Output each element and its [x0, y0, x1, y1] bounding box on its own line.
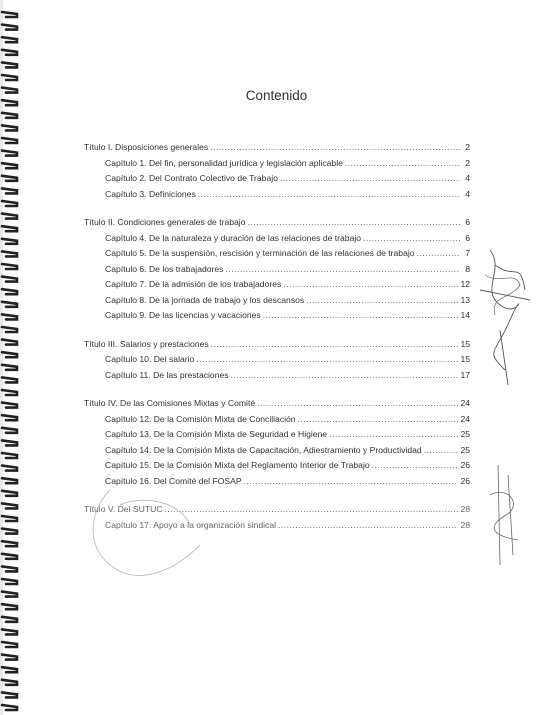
dot-leader	[247, 215, 460, 231]
toc-section	[84, 502, 470, 533]
toc-chapter-label: Capítulo 3. Definiciones	[105, 188, 196, 199]
spiral-coil	[2, 428, 17, 433]
toc-chapter-row	[84, 262, 470, 278]
spiral-coil	[2, 226, 17, 231]
dot-leader	[263, 308, 459, 324]
dot-leader	[424, 443, 459, 459]
toc-chapter-label: Capítulo 1. Del fin, personalidad jurídica y legislación aplicable	[105, 157, 343, 168]
toc-section	[84, 396, 470, 489]
spiral-binding	[0, 0, 22, 715]
dot-leader	[372, 458, 459, 474]
spiral-coil	[2, 478, 17, 483]
spiral-coil	[2, 592, 17, 597]
spiral-coil	[2, 655, 17, 660]
spiral-coil	[2, 629, 17, 634]
spiral-coil	[2, 352, 17, 357]
toc-title-label: Título I. Disposiciones generales	[84, 142, 209, 152]
toc-chapter-label: Capítulo 4. De la naturaleza y duración de las relaciones de trabajo	[105, 232, 362, 243]
toc-section	[84, 337, 470, 384]
toc-page-number: 26	[460, 460, 470, 470]
toc-page-number: 13	[460, 294, 470, 305]
toc-chapter-row	[84, 458, 470, 474]
toc-page-number: 25	[460, 444, 470, 455]
signature-mark	[470, 230, 540, 390]
dot-leader	[231, 368, 459, 384]
dot-leader	[306, 293, 458, 309]
spiral-coil	[2, 25, 17, 30]
toc-chapter-label: Capítulo 17. Apoyo a la organización sindical	[105, 519, 277, 530]
spiral-coil	[2, 151, 17, 156]
table-of-contents	[84, 140, 470, 533]
dot-leader	[278, 518, 458, 534]
toc-chapter-row	[84, 246, 470, 262]
toc-title-label: Título V. Del SUTUC	[84, 504, 163, 514]
spiral-coil	[2, 327, 17, 332]
toc-title-label: Título II. Condiciones generales de trabajo	[84, 217, 246, 227]
spiral-coil	[2, 554, 17, 559]
spiral-coil	[2, 75, 17, 80]
spiral-coil	[2, 12, 17, 17]
spiral-coil	[2, 403, 17, 408]
toc-chapter-row	[84, 474, 470, 490]
toc-page-number: 15	[460, 338, 470, 349]
spiral-coil	[2, 440, 17, 445]
toc-chapter-label: Capítulo 6. De los trabajadores	[105, 263, 224, 274]
dot-leader	[283, 277, 458, 293]
toc-chapter-label: Capítulo 9. De las licencias y vacaciones	[105, 310, 261, 320]
toc-page-number: 14	[460, 310, 470, 320]
toc-chapter-row	[84, 187, 470, 203]
toc-chapter-row	[84, 427, 470, 443]
spiral-coil	[2, 201, 17, 206]
spiral-coil	[2, 529, 17, 534]
spiral-coil	[2, 692, 17, 697]
toc-chapter-row	[84, 412, 470, 428]
toc-page-number: 28	[460, 519, 470, 530]
spiral-coil	[2, 516, 17, 521]
spiral-coil	[2, 415, 17, 420]
spiral-coil	[2, 62, 17, 67]
spiral-coil	[2, 176, 17, 181]
toc-chapter-label: Capítulo 13. De la Comisión Mixta de Seguridad e Higiene	[105, 429, 328, 439]
spiral-coil	[2, 667, 17, 672]
spiral-coil	[2, 314, 17, 319]
toc-page-number: 2	[465, 157, 470, 168]
spiral-coil	[2, 289, 17, 294]
spiral-coil	[2, 365, 17, 370]
spiral-coil	[2, 453, 17, 458]
toc-chapter-label: Capítulo 2. Del Contrato Colectivo de Trabajo	[105, 173, 278, 183]
dot-leader	[164, 502, 458, 518]
dot-leader	[211, 337, 459, 353]
toc-chapter-row	[84, 277, 470, 293]
spiral-coil	[2, 188, 17, 193]
toc-title-label: Título III. Salarios y prestaciones	[84, 338, 209, 349]
toc-page-number: 28	[460, 504, 470, 514]
toc-section	[84, 215, 470, 324]
toc-section	[84, 140, 470, 202]
spiral-coil	[2, 214, 17, 219]
toc-page-number: 25	[460, 429, 470, 439]
spiral-coil	[2, 125, 17, 130]
spiral-coil	[2, 37, 17, 42]
toc-title-row	[84, 502, 470, 518]
spiral-coil	[2, 390, 17, 395]
toc-chapter-row	[84, 443, 470, 459]
toc-chapter-row	[84, 231, 470, 247]
toc-page-number: 15	[460, 354, 470, 364]
toc-chapter-label: Capítulo 7. De la admisión de los trabajadores	[105, 279, 282, 289]
toc-page-number: 4	[465, 173, 470, 183]
spiral-coil	[2, 503, 17, 508]
page-title: Contenido	[245, 88, 308, 103]
spiral-coil	[2, 138, 17, 143]
spiral-coil	[2, 113, 17, 118]
spiral-coil	[2, 579, 17, 584]
toc-chapter-row	[84, 518, 470, 534]
toc-chapter-label: Capítulo 14. De la Comisión Mixta de Capacitación, Adiestramiento y Productividad	[105, 444, 422, 455]
toc-page-number: 2	[465, 142, 470, 152]
toc-chapter-label: Capítulo 5. De la suspensión, rescisión y terminación de las relaciones de trabajo	[105, 248, 415, 258]
dot-leader	[210, 140, 460, 156]
dot-leader	[417, 246, 460, 262]
spiral-coil	[2, 377, 17, 382]
spiral-coil	[2, 251, 17, 256]
toc-page-number: 6	[465, 217, 470, 227]
toc-chapter-label: Capítulo 12. De la Comisión Mixta de Conciliación	[105, 413, 296, 424]
toc-chapter-row	[84, 156, 470, 172]
spiral-coil	[2, 566, 17, 571]
toc-page-number: 8	[465, 263, 470, 274]
toc-title-row	[84, 396, 470, 412]
dot-leader	[198, 187, 460, 203]
spiral-coil	[2, 340, 17, 345]
toc-chapter-row	[84, 352, 470, 368]
spiral-coil	[2, 680, 17, 685]
toc-page-number: 12	[460, 279, 470, 289]
toc-chapter-label: Capítulo 10. Del salario	[105, 354, 195, 364]
spiral-coil	[2, 541, 17, 546]
toc-chapter-label: Capítulo 8. De la jornada de trabajo y los descansos	[105, 294, 305, 305]
toc-page-number: 4	[465, 188, 470, 199]
spiral-coil	[2, 466, 17, 471]
spiral-coil	[2, 642, 17, 647]
dot-leader	[363, 231, 460, 247]
toc-title-row	[84, 337, 470, 353]
toc-page-number: 17	[460, 369, 470, 380]
dot-leader	[345, 156, 460, 172]
dot-leader	[225, 262, 460, 278]
toc-chapter-row	[84, 293, 470, 309]
dot-leader	[280, 171, 460, 187]
spiral-coil	[2, 705, 17, 710]
toc-title-row	[84, 215, 470, 231]
toc-page-number: 6	[465, 232, 470, 243]
toc-chapter-label: Capítulo 16. Del Comité del FOSAP	[105, 475, 242, 486]
spiral-coil	[2, 604, 17, 609]
spiral-coil	[2, 163, 17, 168]
spiral-coil	[2, 50, 17, 55]
dot-leader	[196, 352, 458, 368]
toc-chapter-row	[84, 171, 470, 187]
dot-leader	[329, 427, 458, 443]
toc-page-number: 26	[460, 475, 470, 486]
dot-leader	[298, 412, 459, 428]
toc-chapter-label: Capítulo 11. De las prestaciones	[105, 369, 229, 380]
spiral-coil	[2, 491, 17, 496]
toc-chapter-label: Capítulo 15. De la Comisión Mixta del Reglamento Interior de Trabajo	[105, 460, 370, 470]
dot-leader	[257, 396, 458, 412]
toc-title-row	[84, 140, 470, 156]
toc-chapter-row	[84, 368, 470, 384]
spiral-coil	[2, 264, 17, 269]
spiral-coil	[2, 617, 17, 622]
spiral-coil	[2, 302, 17, 307]
spiral-coil	[2, 239, 17, 244]
toc-page-number: 24	[460, 413, 470, 424]
toc-title-label: Título IV. De las Comisiones Mixtas y Comité	[84, 398, 256, 408]
toc-page-number: 24	[460, 398, 470, 408]
spiral-coil	[2, 277, 17, 282]
dot-leader	[244, 474, 459, 490]
toc-chapter-row	[84, 308, 470, 324]
toc-page-number: 7	[465, 248, 470, 258]
signature-mark	[478, 455, 538, 575]
